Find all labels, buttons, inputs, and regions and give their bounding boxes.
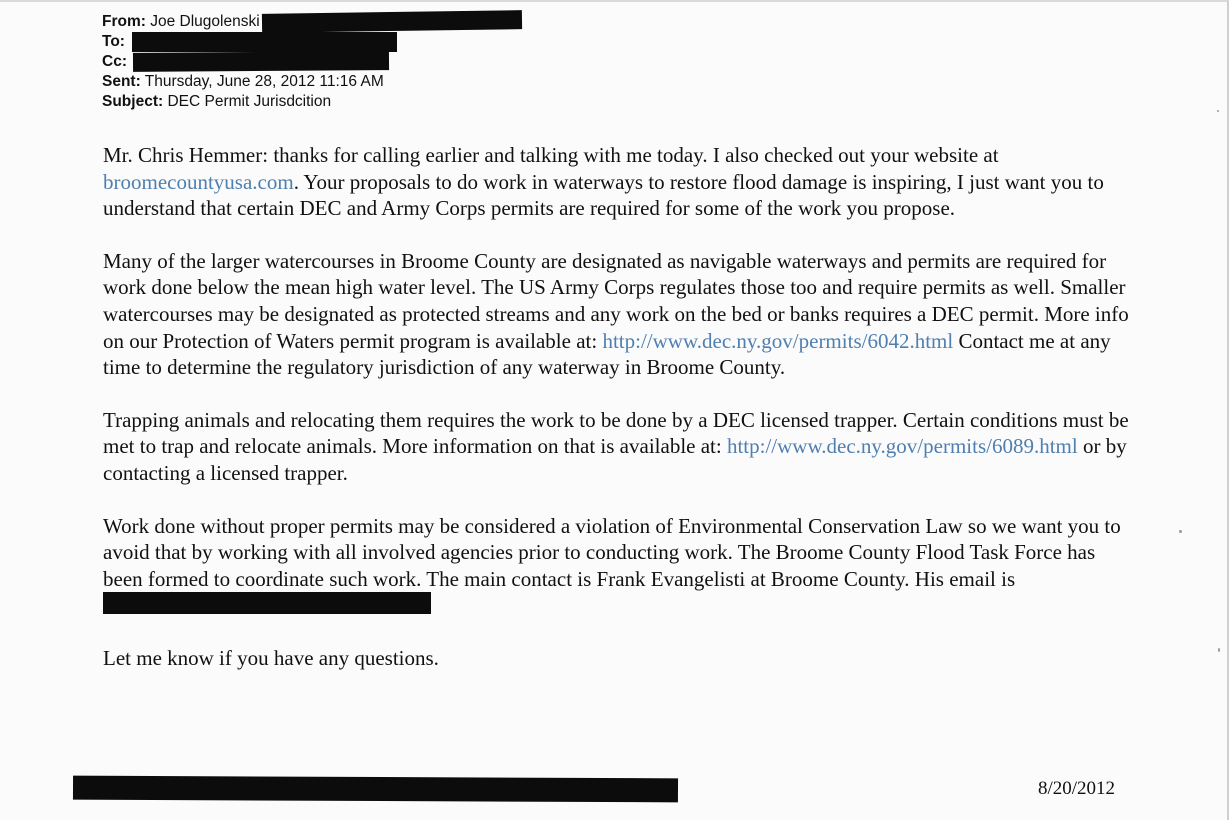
from-label: From: xyxy=(102,13,146,30)
from-value: Joe Dlugolenski xyxy=(150,13,260,30)
cc-email-redaction xyxy=(133,52,389,73)
p3-text-1: Trapping animals and relocating them requires the work to be done by a DEC licensed trapper. Certain conditions must be met to trap and relocate animals. More information on that is available at: xyxy=(103,407,1129,459)
protection-of-waters-link[interactable]: http://www.dec.ny.gov/permits/6042.html xyxy=(602,328,954,353)
paragraph-3 xyxy=(103,407,1133,487)
sent-label: Sent: xyxy=(102,73,141,90)
p2-text-1: Many of the larger watercourses in Broome County are designated as navigable waterways and permits are required for work done below the mean high water level. The US Army Corps regulates those too and require permits as well. Smaller watercourses may be designated as protected streams and any work on the bed or banks requires a DEC permit. More info on our Protection of Waters permit program is available at: xyxy=(103,248,1129,353)
sent-value: Thursday, June 28, 2012 11:16 AM xyxy=(144,73,384,90)
paragraph-1 xyxy=(103,142,1133,222)
p2-text-2: Contact me at any time to determine the regulatory jurisdiction of any waterway in Broome County. xyxy=(103,328,1111,380)
p1-text-1: Mr. Chris Hemmer: thanks for calling earlier and talking with me today. I also checked out your website at xyxy=(103,143,999,167)
trapper-permits-link[interactable]: http://www.dec.ny.gov/permits/6089.html xyxy=(726,434,1078,459)
email-body xyxy=(103,142,1133,698)
footer-redaction xyxy=(73,776,678,803)
contact-email-redaction xyxy=(103,592,431,614)
subject-row xyxy=(102,92,802,112)
to-row xyxy=(102,32,802,52)
p3-text-2: or by contacting a licensed trapper. xyxy=(103,434,1127,485)
paragraph-5 xyxy=(103,645,1133,672)
subject-label: Subject: xyxy=(102,93,164,110)
to-email-redaction xyxy=(132,32,397,52)
scan-speck xyxy=(1179,530,1182,533)
print-date: 8/20/2012 xyxy=(1037,778,1115,799)
from-email-redaction xyxy=(262,11,522,34)
p4-text-1: Work done without proper permits may be considered a violation of Environmental Conservation Law so we want you to avoid that by working with all involved agencies prior to conducting work. The Broome County Flood Task Force has been formed to coordinate such work. The main contact is Frank Evangelisti at Broome County. His email is xyxy=(103,513,1121,591)
scan-speck xyxy=(1217,110,1219,112)
p1-text-2: . Your proposals to do work in waterways to restore flood damage is inspiring, I just want you to understand that certain DEC and Army Corps permits are required for some of the work you propose. xyxy=(103,169,1104,221)
p5-text: Let me know if you have any questions. xyxy=(103,645,439,670)
paragraph-4 xyxy=(103,513,1133,619)
from-row xyxy=(102,12,802,32)
cc-row xyxy=(102,52,802,72)
website-link[interactable]: broomecountyusa.com xyxy=(103,169,294,194)
email-header xyxy=(102,12,802,112)
subject-value: DEC Permit Jurisdcition xyxy=(167,93,332,110)
cc-label: Cc: xyxy=(102,53,127,70)
scan-speck xyxy=(1218,648,1220,652)
to-label: To: xyxy=(102,33,125,51)
paragraph-2 xyxy=(103,248,1133,381)
sent-row xyxy=(102,72,802,92)
